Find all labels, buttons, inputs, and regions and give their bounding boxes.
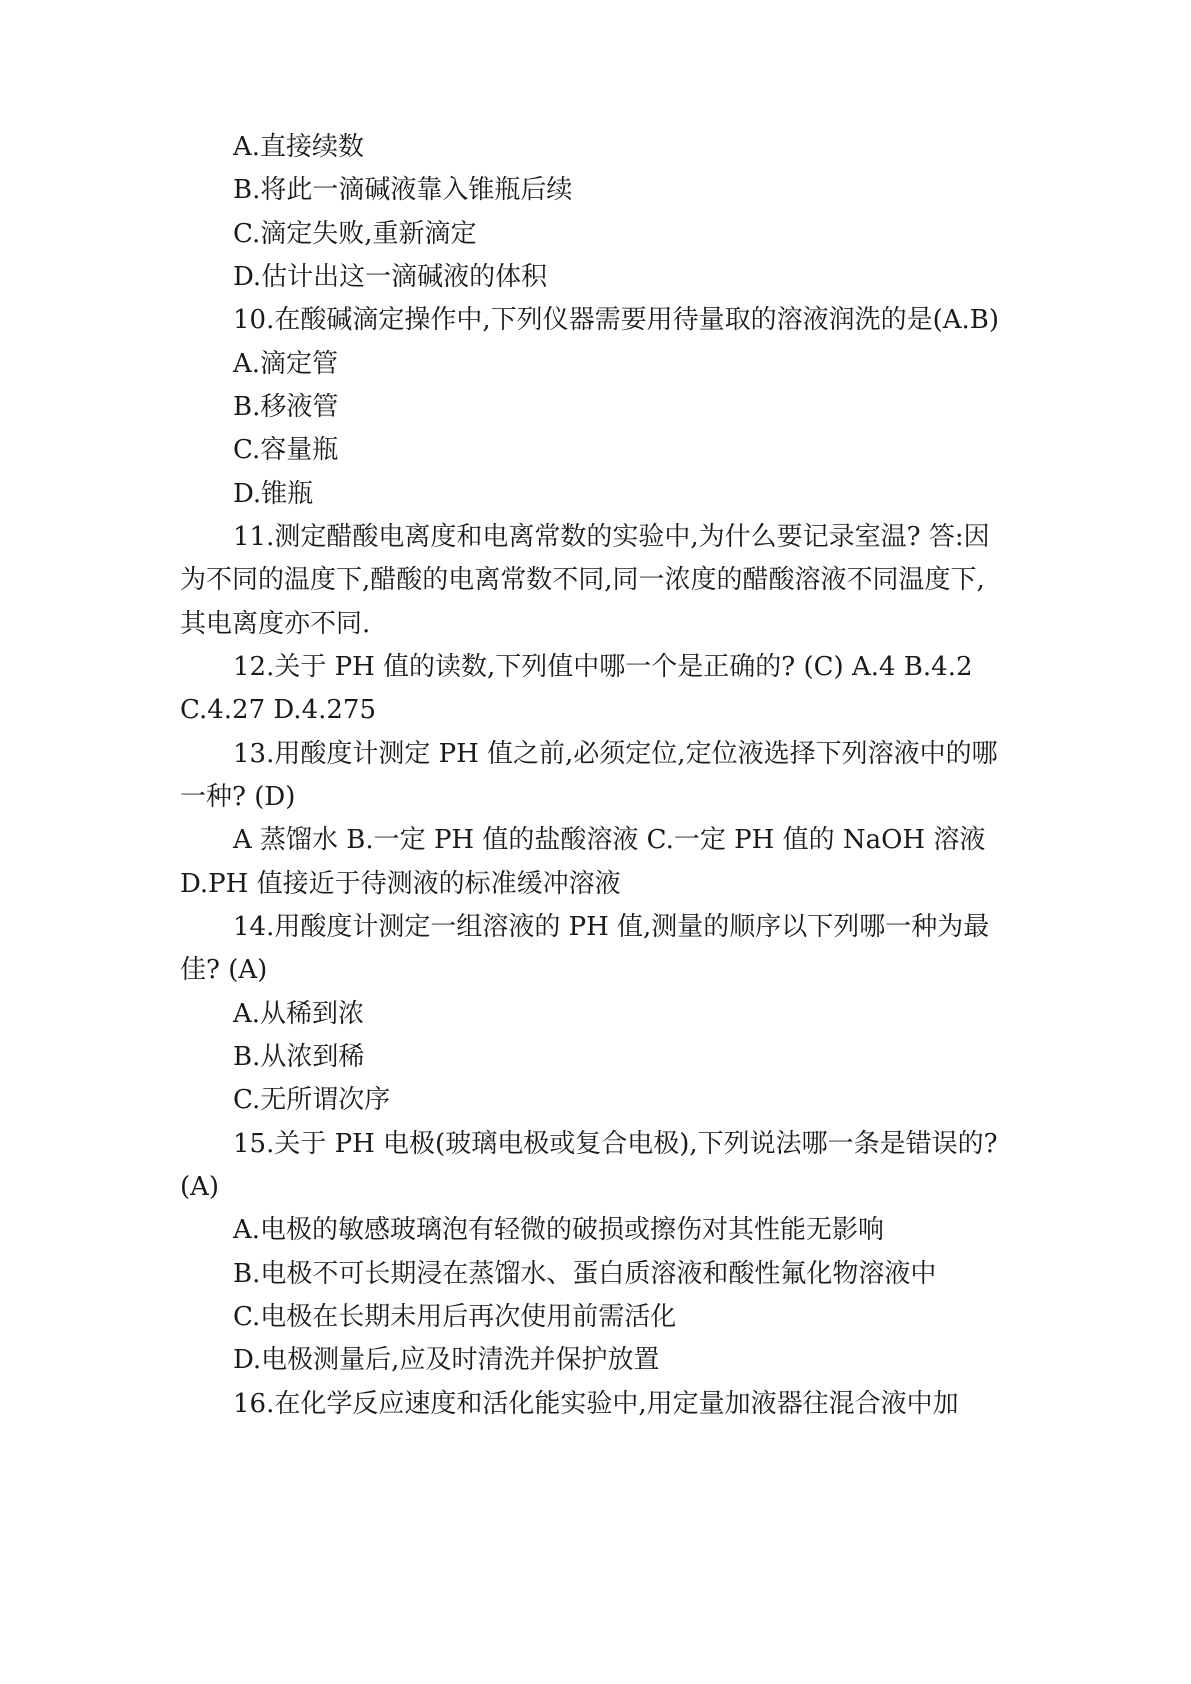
- question-line: 10.在酸碱滴定操作中,下列仪器需要用待量取的溶液润洗的是(A.B): [233, 305, 1000, 335]
- option-line: C.无所谓次序: [233, 1085, 391, 1115]
- answer-line: 其电离度亦不同.: [180, 609, 371, 639]
- option-line: A.直接续数: [233, 132, 365, 162]
- option-line: C.滴定失败,重新滴定: [233, 219, 477, 249]
- question-line: 15.关于 PH 电极(玻璃电极或复合电极),下列说法哪一条是错误的?: [233, 1129, 998, 1159]
- option-line: C.电极在长期未用后再次使用前需活化: [233, 1302, 677, 1332]
- option-line: D.估计出这一滴碱液的体积: [233, 262, 548, 292]
- question-line: C.4.27 D.4.275: [180, 695, 377, 725]
- option-line: B.移液管: [233, 392, 339, 422]
- question-line: 13.用酸度计测定 PH 值之前,必须定位,定位液选择下列溶液中的哪: [233, 739, 998, 769]
- option-line: C.容量瓶: [233, 435, 339, 465]
- question-line: 16.在化学反应速度和活化能实验中,用定量加液器往混合液中加: [233, 1389, 959, 1419]
- option-line: D.锥瓶: [233, 479, 314, 509]
- question-line: (A): [180, 1172, 220, 1202]
- question-line: 佳? (A): [180, 955, 268, 985]
- option-line: A.从稀到浓: [233, 999, 365, 1029]
- question-line: 14.用酸度计测定一组溶液的 PH 值,测量的顺序以下列哪一种为最: [233, 912, 990, 942]
- question-line: 12.关于 PH 值的读数,下列值中哪一个是正确的? (C) A.4 B.4.2: [233, 652, 973, 682]
- option-line: A.滴定管: [233, 349, 339, 379]
- answer-line: 为不同的温度下,醋酸的电离常数不同,同一浓度的醋酸溶液不同温度下,: [180, 565, 985, 595]
- option-line: B.电极不可长期浸在蒸馏水、蛋白质溶液和酸性氟化物溶液中: [233, 1259, 937, 1289]
- option-line: B.将此一滴碱液靠入锥瓶后续: [233, 175, 573, 205]
- option-line: A 蒸馏水 B.一定 PH 值的盐酸溶液 C.一定 PH 值的 NaOH 溶液: [233, 825, 986, 855]
- question-line: 一种? (D): [180, 782, 296, 812]
- option-line: D.电极测量后,应及时清洗并保护放置: [233, 1345, 660, 1375]
- option-line: B.从浓到稀: [233, 1042, 365, 1072]
- option-line: D.PH 值接近于待测液的标准缓冲溶液: [180, 869, 621, 899]
- option-line: A.电极的敏感玻璃泡有轻微的破损或擦伤对其性能无影响: [233, 1215, 885, 1245]
- question-line: 11.测定醋酸电离度和电离常数的实验中,为什么要记录室温? 答:因: [233, 522, 990, 552]
